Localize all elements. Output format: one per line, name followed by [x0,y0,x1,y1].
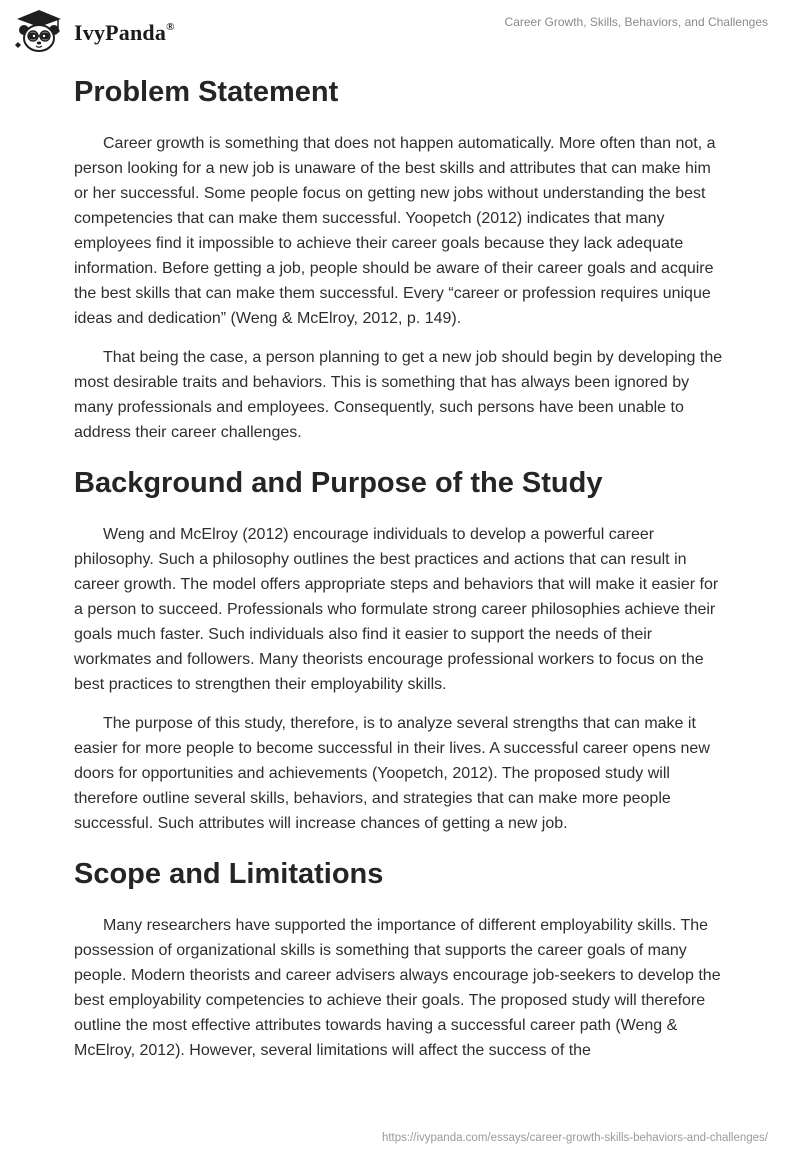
brand-name[interactable] [74,20,175,46]
paragraph: Weng and McElroy (2012) encourage individuals to develop a powerful career philosophy. Such a philosophy outlines the best practices and actions that can result in career growth. The model offers appropriate steps and behaviors that will make it easier for a person to succeed. Professionals who formulate strong career philosophies achieve their goals much faster. Such individuals also find it easier to support the needs of their workmates and followers. Many theorists encourage professional workers to focus on the best practices to strengthen their employability skills. [74,526,719,693]
brand-name-text: IvyPanda [74,20,167,45]
section-heading-scope-limitations: Scope and Limitations [74,858,384,890]
registered-mark: ® [166,20,175,33]
source-url[interactable]: https://ivypanda.com/essays/career-growth-skills-behaviors-and-challenges/ [381,1132,768,1144]
running-title: Career Growth, Skills, Behaviors, and Challenges [504,15,768,29]
essay-body [74,70,729,1063]
paragraph: The purpose of this study, therefore, is to analyze several strengths that can make it easier for more people to become successful in their lives. A successful career opens new doors for opportunities and achievements (Yoopetch, 2012). The proposed study will therefore outline several skills, behaviors, and strategies that can make more people successful. Such attributes will increase chances of getting a new job. [74,715,710,832]
paragraph: Career growth is something that does not happen automatically. More often than not, a person looking for a new job is unaware of the best skills and attributes that can make him or her successful. Some people focus on getting new jobs without understanding the best competencies that can make them successful. Yoopetch (2012) indicates that many employees find it impossible to achieve their career goals because they lack adequate information. Before getting a job, people should be aware of their career goals and acquire the best skills that can make them successful. Every “career or profession requires unique ideas and dedication” (Weng & McElroy, 2012, p. 149). [74,135,716,327]
section-heading-background-purpose: Background and Purpose of the Study [74,467,603,499]
page-header [0,0,800,60]
paragraph: Many researchers have supported the importance of different employability skills. The possession of organizational skills is something that supports the career goals of many people. Modern theorists and career advisers always encourage job-seekers to develop the best employability competencies to achieve their goals. The proposed study will therefore outline the most effective attributes towards having a successful career path (Weng & McElroy, 2012). However, several limitations will affect the success of the [74,917,721,1059]
paragraph: That being the case, a person planning to get a new job should begin by developing the most desirable traits and behaviors. This is something that has always been ignored by many professionals and employees. Consequently, such persons have been unable to address their career challenges. [74,349,723,441]
section-heading-problem-statement: Problem Statement [74,76,339,108]
panda-logo-icon[interactable] [14,8,64,54]
